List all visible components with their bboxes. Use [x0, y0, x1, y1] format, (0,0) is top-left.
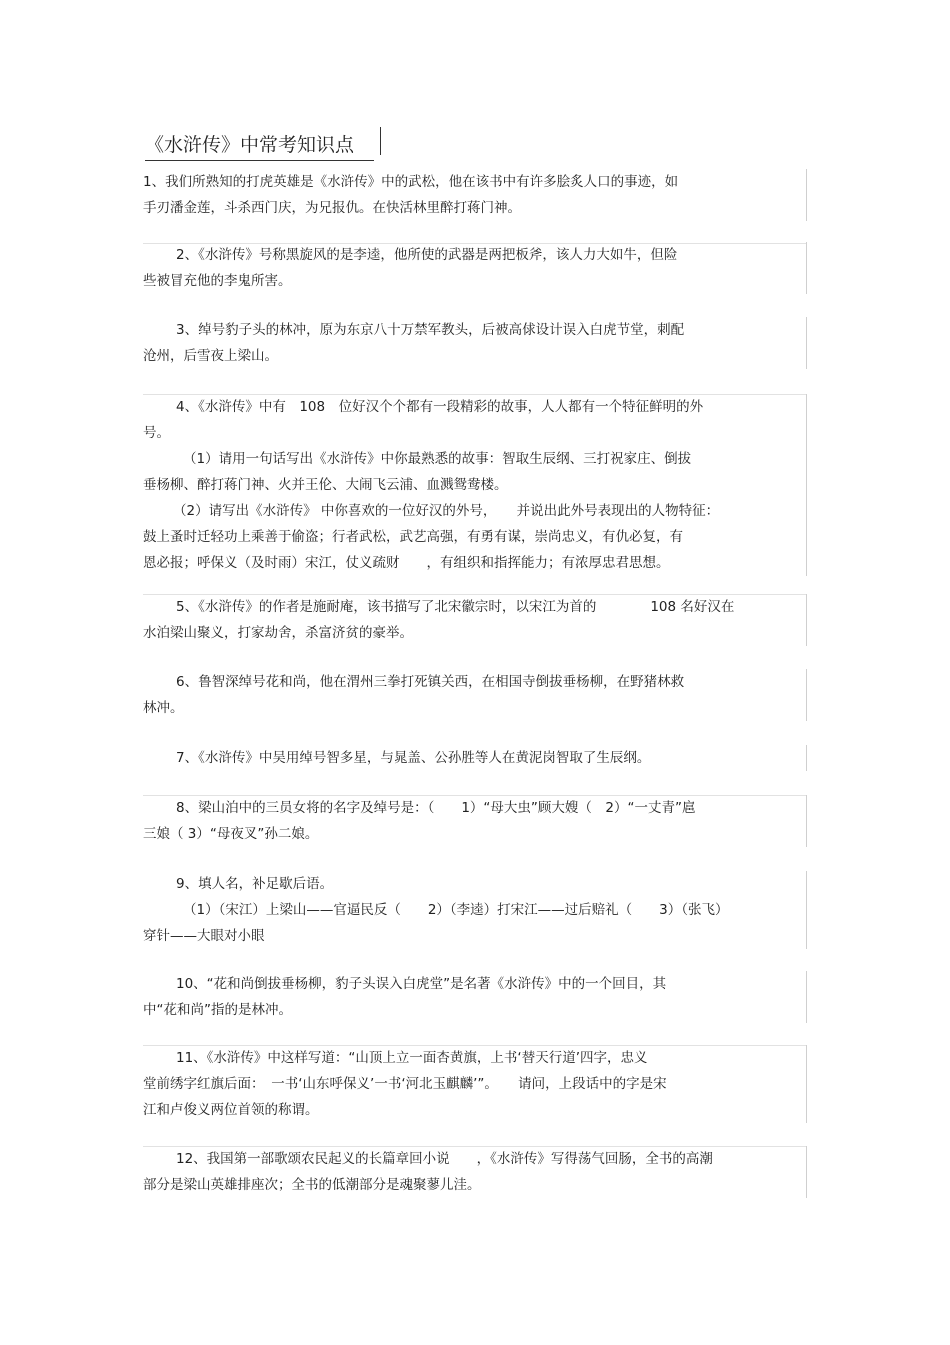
- knowledge-item-8: [143, 795, 807, 847]
- item-line: 恩必报；呼保义（及时雨）宋江，仗义疏财 ，有组织和指挥能力；有浓厚忠君思想。: [143, 555, 670, 571]
- item-line: 垂杨柳、醉打蒋门神、火并王伦、大闹飞云浦、血溅鸳鸯楼。: [143, 477, 508, 493]
- item-line: 3、绰号豹子头的林冲，原为东京八十万禁军教头，后被高俅设计误入白虎节堂，刺配: [176, 322, 685, 338]
- knowledge-item-7: [143, 745, 807, 771]
- item-line: 沧州，后雪夜上梁山。: [143, 348, 278, 364]
- knowledge-item-12: [143, 1146, 807, 1198]
- item-line: 11、《水浒传》中这样写道：“山顶上立一面杏黄旗，上书‘替天行道’四字，忠义: [176, 1050, 648, 1066]
- knowledge-item-5: [143, 594, 807, 646]
- item-line: 中“花和尚”指的是林冲。: [143, 1002, 292, 1018]
- knowledge-item-10: [143, 971, 807, 1023]
- knowledge-item-3: [143, 317, 807, 369]
- item-line: （1）（宋江）上梁山——官逼民反（ 2）（李逵）打宋江——过后赔礼（ 3）（张飞）: [183, 902, 729, 918]
- item-line: 2、《水浒传》号称黑旋风的是李逵，他所使的武器是两把板斧，该人力大如牛，但险: [176, 247, 678, 263]
- item-line: 手刃潘金莲，斗杀西门庆，为兄报仇。在快活林里醉打蒋门神。: [143, 200, 521, 216]
- item-line: 江和卢俊义两位首领的称谓。: [143, 1102, 319, 1118]
- item-line: 8、梁山泊中的三员女将的名字及绰号是：（ 1）“母大虫”顾大嫂（ 2）“一丈青”扈: [176, 800, 696, 816]
- item-line: 堂前绣字红旗后面： 一书‘山东呼保义’一书‘河北玉麒麟’”。 请问，上段话中的字是宋: [143, 1076, 667, 1092]
- page-title: 《水浒传》中常考知识点: [145, 130, 374, 161]
- knowledge-item-2: [143, 242, 807, 294]
- knowledge-item-1: [143, 169, 807, 221]
- item-line: 鼓上蚤时迁轻功上乘善于偷盗；行者武松，武艺高强，有勇有谋，崇尚忠义，有仇必复，有: [143, 529, 683, 545]
- item-line: （1）请用一句话写出《水浒传》中你最熟悉的故事：智取生辰纲、三打祝家庄、倒拔: [183, 451, 692, 467]
- knowledge-item-11: [143, 1045, 807, 1123]
- item-line: 12、我国第一部歌颂农民起义的长篇章回小说 ，《水浒传》写得荡气回肠，全书的高潮: [176, 1151, 713, 1167]
- item-line: 6、鲁智深绰号花和尚，他在渭州三拳打死镇关西，在相国寺倒拔垂杨柳，在野猪林救: [176, 674, 685, 690]
- item-line: 部分是梁山英雄排座次；全书的低潮部分是魂聚蓼儿洼。: [143, 1177, 481, 1193]
- item-line: 9、填人名，补足歇后语。: [176, 876, 334, 892]
- item-line: （2）请写出《水浒传》 中你喜欢的一位好汉的外号， 并说出此外号表现出的人物特征：: [173, 503, 720, 519]
- item-line: 5、《水浒传》的作者是施耐庵，该书描写了北宋徽宗时，以宋江为首的 108 名好汉在: [176, 599, 735, 615]
- item-line: 10、“花和尚倒拔垂杨柳，豹子头误入白虎堂”是名著《水浒传》中的一个回目，其: [176, 976, 667, 992]
- knowledge-item-9: [143, 871, 807, 949]
- knowledge-item-6: [143, 669, 807, 721]
- item-line: 1、我们所熟知的打虎英雄是《水浒传》中的武松，他在该书中有许多脍炙人口的事迹，如: [143, 174, 679, 190]
- item-line: 林冲。: [143, 700, 184, 716]
- item-line: 三娘（ 3）“母夜叉”孙二娘。: [143, 826, 319, 842]
- item-line: 7、《水浒传》中吴用绰号智多星，与晁盖、公孙胜等人在黄泥岗智取了生辰纲。: [176, 750, 651, 766]
- item-line: 水泊梁山聚义，打家劫舍，杀富济贫的豪举。: [143, 625, 413, 641]
- knowledge-item-4: [143, 394, 807, 576]
- item-line: 穿针——大眼对小眼: [143, 928, 265, 944]
- item-line: 4、《水浒传》中有 108 位好汉个个都有一段精彩的故事，人人都有一个特征鲜明的外: [176, 399, 704, 415]
- item-line: 号。: [143, 425, 170, 441]
- title-divider: [380, 127, 381, 155]
- item-line: 些被冒充他的李鬼所害。: [143, 273, 292, 289]
